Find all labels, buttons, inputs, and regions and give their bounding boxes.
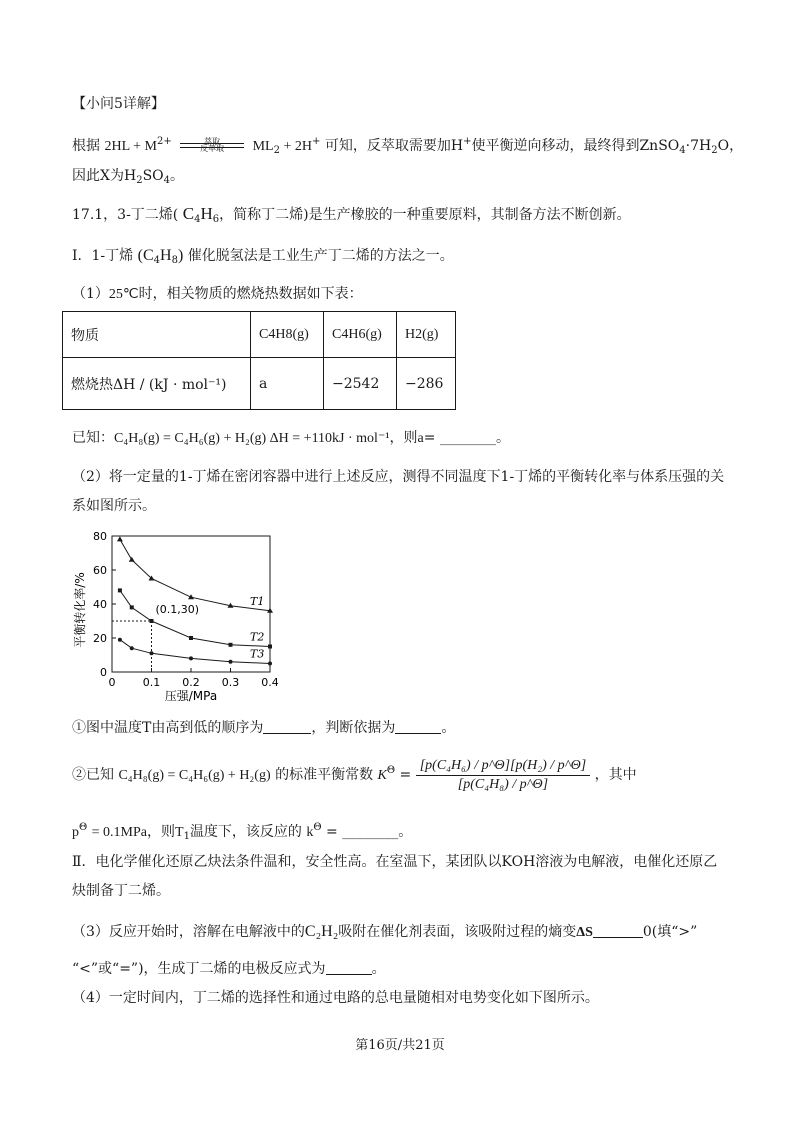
k-symbol: K	[377, 768, 387, 783]
q2-text-line1: （2）将一定量的1-丁烯在密闭容器中进行上述反应，测得不同温度下1-丁烯的平衡转化率与体系压强的关	[72, 469, 725, 485]
answer-blank[interactable]	[395, 719, 441, 734]
q2-sub1-line	[72, 718, 455, 738]
data-point	[268, 645, 272, 649]
reaction-rhs-b: + 2H	[279, 139, 312, 154]
k-answer-blank: = ________。	[326, 824, 413, 840]
reaction-line	[72, 132, 743, 161]
q2-sub2-a: ②已知	[72, 767, 114, 783]
data-point	[150, 619, 154, 623]
y-tick-label: 80	[93, 530, 107, 543]
part1-formula-s2: 8	[171, 255, 178, 266]
suffix3-sub: 2	[711, 145, 718, 156]
q2-sub2-equation: C₄H₈(g) = C₄H₆(g) + H₂(g)	[118, 768, 271, 783]
y-tick-label: 40	[93, 598, 107, 611]
conclusion-sub: 2	[136, 175, 143, 186]
chart-x-label: 压强/MPa	[164, 689, 218, 703]
series-line-t3	[120, 640, 270, 664]
conclusion-end: 。	[170, 168, 185, 184]
q2-sub2-line: ②已知 C₄H₈(g) = C₄H₆(g) + H₂(g) 的标准平衡常数 $K^\Theta$ = $\frac{\text{[p(C₄H₆) / p\textasciicircum{}Θ][p(H₂) / p\textasciicircum{}Θ]}}{\text{[p(C₄H₈) / p\textasciicircum{}Θ]}}$ ，其中	[72, 757, 637, 792]
q4-line: （4）一定时间内，丁二烯的选择性和通过电路的总电量随相对电势变化如下图所示。	[72, 990, 599, 1006]
q2-sub2-c: ，其中	[594, 767, 637, 783]
x-tick-label: 0	[108, 676, 116, 689]
conversion-pressure-chart	[70, 528, 290, 708]
k-fraction-numerator: [p(C₄H₆) / p^Θ][p(H₂) / p^Θ]	[416, 757, 590, 776]
data-point	[130, 646, 134, 650]
part1-formula-s1: 4	[153, 255, 160, 266]
data-point	[229, 660, 233, 664]
q17-intro-b: ，简称丁二烯)是生产橡胶的一种重要原料，其制备方法不断创新。	[219, 207, 631, 223]
q3-a: （3）反应开始时，溶解在电解液中的	[72, 924, 305, 940]
suffix-h-charge: +	[463, 136, 472, 147]
series-line-t1	[120, 539, 270, 610]
t1-symbol: T	[175, 825, 184, 840]
k-sup: Θ	[386, 765, 396, 776]
q3-line1	[72, 922, 697, 943]
part2-line1: Ⅱ．电化学催化还原乙炔法条件温和，安全性高。在室温下，某团队以KOH溶液为电解液，电催化还原乙	[72, 854, 718, 870]
data-point	[129, 557, 135, 562]
x-tick-label: 0.4	[261, 676, 279, 689]
q2-sub1-c: 。	[441, 720, 456, 736]
data-point	[229, 643, 233, 647]
reaction-rhs-a: ML	[252, 139, 274, 154]
k-lower-sup: Θ	[313, 822, 322, 833]
equilibrium-arrow	[176, 135, 248, 155]
y-tick-label: 0	[100, 666, 107, 679]
p-symbol: p	[72, 825, 79, 840]
part1-formula-c: (C	[137, 247, 154, 264]
series-line-t2	[120, 590, 270, 646]
reaction-suffix2: 使平衡逆向移动，最终得到ZnSO	[471, 138, 680, 154]
part2-line2: 炔制备丁二烯。	[72, 883, 170, 899]
reaction-suffix: 可知，反萃取需要加H	[324, 138, 464, 154]
answer-blank[interactable]	[263, 719, 311, 734]
p-sup: Θ	[79, 822, 88, 833]
q17-intro	[72, 204, 631, 230]
x-tick-label: 0.1	[142, 676, 161, 689]
data-point	[150, 651, 154, 655]
p-line-a: ，则	[147, 824, 175, 840]
conclusion-text: 因此X为H	[72, 168, 137, 184]
table-header-row	[63, 312, 456, 358]
data-point	[118, 588, 122, 592]
q1-temp: 25℃	[108, 287, 139, 302]
rhs-b-charge: +	[312, 136, 321, 147]
table-header-cell: 物质	[63, 312, 251, 358]
x-tick-label: 0.2	[182, 676, 200, 689]
annotation-label: (0.1,30)	[155, 603, 200, 616]
known-eq-prefix: 已知：	[72, 430, 114, 446]
k-fraction-denominator: [p(C₄H₈) / p^Θ]	[457, 776, 549, 792]
q17-formula-h: H	[200, 204, 213, 223]
combustion-heat-table	[62, 311, 456, 410]
reaction-lhs-charge: 2+	[156, 136, 172, 147]
reaction-suffix3: ·7H	[685, 138, 712, 154]
part1-intro	[72, 246, 454, 271]
table-cell: −286	[397, 358, 456, 410]
data-point	[189, 636, 193, 640]
data-point	[130, 605, 134, 609]
q1-intro	[72, 284, 363, 305]
p-line	[72, 818, 412, 847]
reaction-prefix: 根据	[72, 138, 100, 154]
rhs-a-sub: 2	[273, 145, 280, 156]
q3-b: 吸附在催化剂表面，该吸附过程的熵变	[338, 924, 577, 940]
k-fraction	[416, 757, 590, 794]
data-point	[268, 662, 272, 666]
page-number: 第16页/共21页	[355, 1038, 445, 1053]
chart-y-label: 平衡转化率/%	[73, 572, 87, 648]
conclusion-rest: SO	[142, 168, 164, 184]
known-eq-blank: = ________。	[423, 430, 510, 446]
reaction-lhs: 2HL + M	[104, 139, 157, 154]
table-header-cell: C4H6(g)	[324, 312, 397, 358]
known-eq-var: a	[417, 431, 424, 446]
arrow-top-label: 萃取	[204, 137, 221, 146]
q2-sub1-a: ①图中温度T由高到低的顺序为	[72, 720, 264, 736]
known-equation-line	[72, 428, 510, 449]
part1-intro-b: 催化脱氢法是工业生产丁二烯的方法之一。	[187, 248, 454, 264]
reaction-suffix4: O，	[717, 138, 744, 154]
q3-formula: C₂H₂	[304, 923, 339, 940]
data-point	[189, 656, 193, 660]
conclusion-line	[72, 166, 184, 191]
p-line-b: 温度下，该反应的	[189, 824, 302, 840]
data-point	[117, 536, 123, 541]
table-row-label: 燃烧热ΔH / (kJ · mol⁻¹)	[63, 358, 251, 410]
y-tick-label: 60	[93, 564, 107, 577]
q17-formula-s2: 6	[212, 214, 220, 225]
part1-intro-a: Ⅰ．1-丁烯	[72, 248, 134, 264]
data-point	[118, 638, 122, 642]
q3-c: 0(填“>”	[642, 924, 698, 940]
answer-blank[interactable]	[326, 960, 372, 975]
table-row	[63, 358, 456, 410]
known-eq-mid: ，则	[389, 430, 418, 446]
section-title: 【小问5详解】	[72, 96, 165, 112]
table-cell: −2542	[324, 358, 397, 410]
t1-sub: 1	[183, 831, 190, 842]
q2-sub2-b: 的标准平衡常数	[275, 767, 374, 783]
table-cell: a	[251, 358, 324, 410]
y-tick-label: 20	[93, 632, 107, 645]
q17-formula-s1: 4	[194, 214, 201, 225]
suffix2-sub: 4	[679, 145, 686, 156]
q2-sub1-b: ，判断依据为	[311, 720, 396, 736]
answer-blank[interactable]	[593, 923, 643, 938]
series-label: T3	[250, 647, 265, 661]
x-tick-label: 0.3	[221, 676, 240, 689]
series-label: T1	[250, 594, 265, 608]
k-lower-symbol: k	[306, 825, 314, 840]
part1-formula-close: )	[177, 247, 184, 264]
q17-intro-a: 17.1，3-丁二烯(	[72, 207, 179, 223]
q1-intro-a: （1）	[72, 286, 109, 302]
entropy-symbol: ΔS	[576, 925, 593, 940]
known-eq-body: C₄H₈(g) = C₄H₆(g) + H₂(g) ΔH = +110kJ · mol⁻¹	[114, 431, 390, 446]
q3-line2	[72, 959, 386, 979]
table-header-cell: H2(g)	[397, 312, 456, 358]
arrow-bottom-label: 反萃取	[200, 144, 225, 153]
conclusion-sub2: 4	[163, 175, 171, 186]
p-value: = 0.1MPa	[91, 825, 147, 840]
table-header-cell: C4H8(g)	[251, 312, 324, 358]
q1-intro-b: 时，相关物质的燃烧热数据如下表：	[138, 286, 363, 302]
q3-line2-text: “<”或“=”)，生成丁二烯的电极反应式为	[72, 961, 326, 977]
part1-formula-h: H	[160, 247, 172, 264]
q17-formula-c: C	[182, 204, 195, 223]
q2-text-line2: 系如图所示。	[72, 498, 156, 514]
series-label: T2	[250, 630, 265, 644]
q3-line2-end: 。	[371, 961, 386, 977]
